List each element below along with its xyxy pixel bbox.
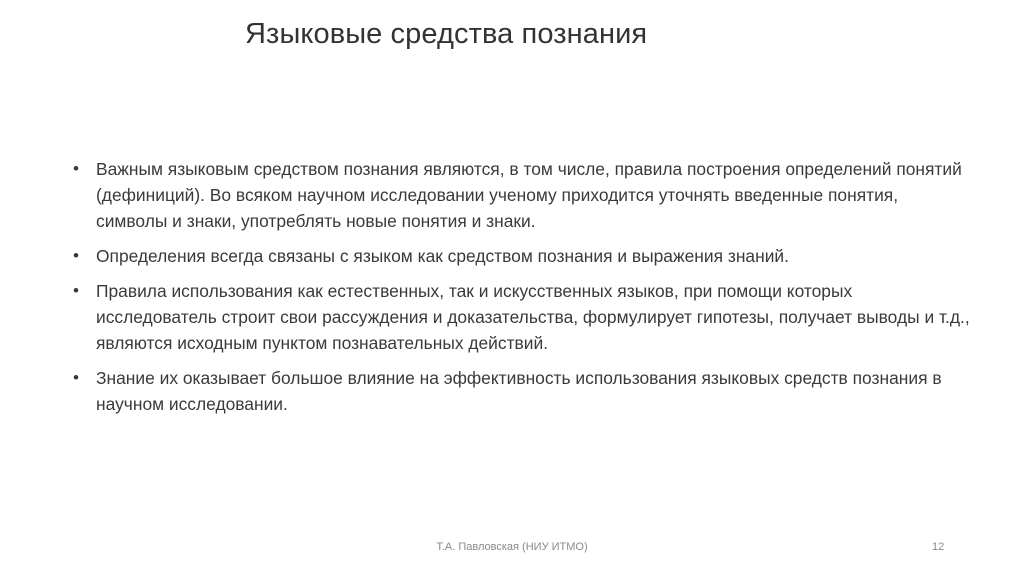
bullet-list xyxy=(72,156,972,426)
bullet-marker: • xyxy=(73,281,79,300)
bullet-text: Важным языковым средством познания являются, в том числе, правила построения определений понятий (дефиниций). Во всяком научном исследовании ученому приходится уточнять введенные понятия, символы и знаки, употреблять новые понятия и знаки. xyxy=(96,159,962,231)
bullet-item xyxy=(72,278,972,356)
bullet-item xyxy=(72,156,972,234)
bullet-item xyxy=(72,243,972,269)
bullet-text: Знание их оказывает большое влияние на эффективность использования языковых средств познания в научном исследовании. xyxy=(96,368,942,414)
bullet-text: Правила использования как естественных, так и искусственных языков, при помощи которых исследователь строит свои рассуждения и доказательства, формулирует гипотезы, получает выводы и т.д., являются исходным пунктом познавательных действий. xyxy=(96,281,970,353)
bullet-text: Определения всегда связаны с языком как средством познания и выражения знаний. xyxy=(96,246,789,266)
bullet-marker: • xyxy=(73,246,79,265)
slide-title: Языковые средства познания xyxy=(245,18,648,50)
bullet-item xyxy=(72,365,972,417)
footer-author: Т.А. Павловская (НИУ ИТМО) xyxy=(436,541,588,553)
page-number: 12 xyxy=(932,541,945,553)
bullet-marker: • xyxy=(73,368,79,387)
bullet-marker: • xyxy=(73,159,79,178)
